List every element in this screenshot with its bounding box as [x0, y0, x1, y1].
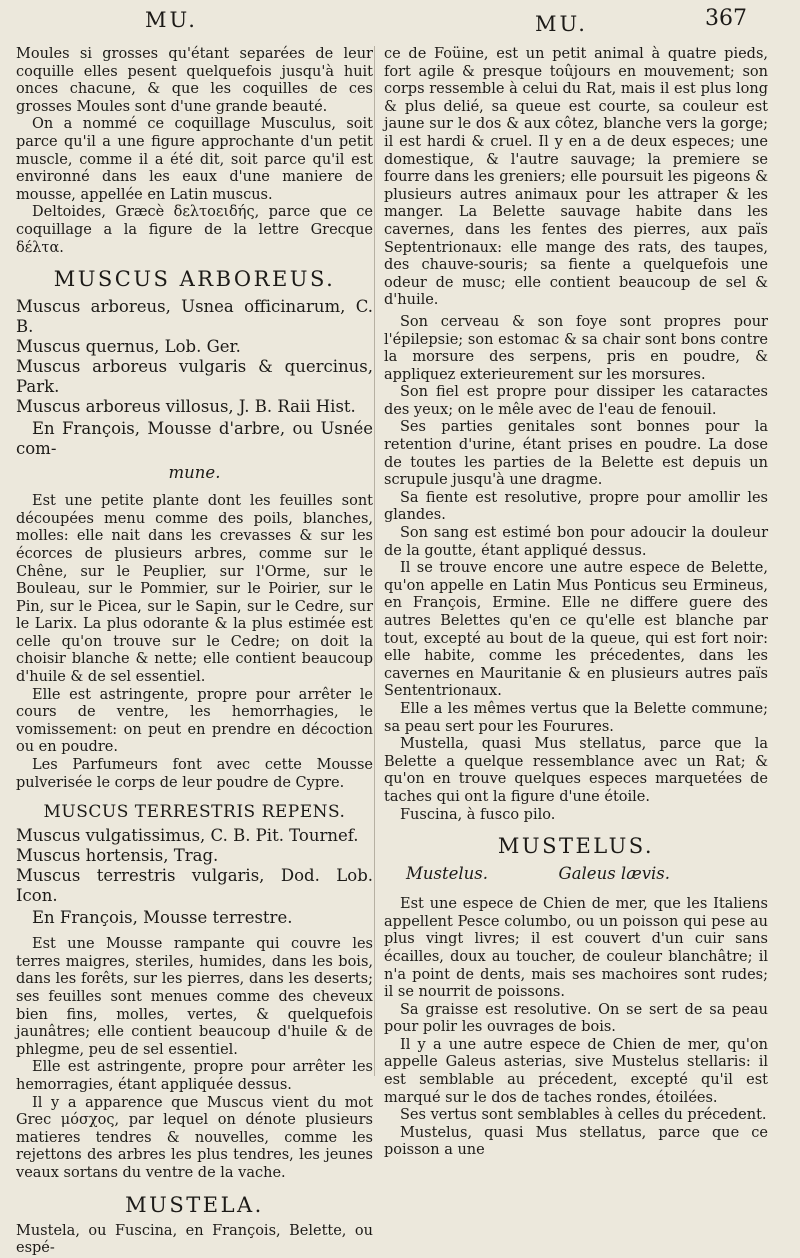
paragraph: Mustella, quasi Mus stellatus, parce que la Belette a quelque ressemblance avec un Rat; & qu'on en trouve quelques especes marquetées de taches qui ont la figure d'une étoile.: [384, 736, 768, 805]
synonym-line: [384, 864, 768, 884]
paragraph: Sa graisse est resolutive. On se sert de sa peau pour polir les ouvrages de bois.: [384, 1001, 768, 1036]
synonym-line: Muscus vulgatissimus, C. B. Pit. Tournef.: [16, 826, 359, 846]
french-name: En François, Mousse d'arbre, ou Usnée com-: [16, 419, 373, 459]
right-column-heading: MU.: [535, 12, 588, 36]
running-header: [0, 8, 800, 38]
paragraph: Ses vertus sont semblables à celles du précedent.: [400, 1107, 767, 1124]
paragraph: Elle est astringente, propre pour arrêter le cours de ventre, les hemorrhagies, le vomissement: on peut en prendre en décoction ou en poudre.: [16, 686, 373, 756]
column-divider: [374, 46, 375, 1076]
paragraph: Fuscina, à fusco pilo.: [400, 806, 556, 823]
paragraph: Moules si grosses qu'étant separées de leur coquille elles pesent quelquefois jusqu'à huit onces chacune, & que les coquilles de ces grosses Moules sont d'une grande beauté.: [16, 46, 373, 115]
synonym-line: Muscus terrestris vulgaris, Dod. Lob. Icon.: [16, 866, 373, 906]
paragraph: Son sang est estimé bon pour adoucir la douleur de la goutte, étant appliqué dessus.: [384, 525, 768, 559]
paragraph: Deltoides, Græcè δελτοειδής, parce que ce coquillage a la figure de la lettre Grecque δέλτα.: [16, 204, 373, 256]
synonym-line: Muscus arboreus vulgaris & quercinus, Park.: [16, 357, 373, 397]
entry-title-mustelus: MUSTELUS.: [497, 834, 655, 859]
paragraph: ce de Foüine, est un petit animal à quatre pieds, fort agile & presque toûjours en mouvement; son corps ressemble à celui du Rat, mais il est plus long & plus delié, sa queue est courte, sa couleur est jaune sur le dos & aux côtez, blanche vers la gorge; il est hardi & cruel. Il y en a de deux especes; une domestique, & l'autre sauvage; la premiere se fourre dans les greniers; elle poursuit les pigeons & plusieurs autres animaux pour les attraper & les manger. La Belette sauvage habite dans les cavernes, dans les fentes des pierres, aux païs Septentrionaux: elle mange des rats, des taupes, des chauve-souris; sa fiente a quelquefois une odeur de musc; elle contient beaucoup de sel & d'huile.: [384, 46, 768, 309]
paragraph: On a nommé ce coquillage Musculus, soit parce qu'il a une figure approchante d'un petit muscle, comme il a été dit, soit parce qu'il est environné dans les eaux d'une maniere de mousse, appellée en Latin muscus.: [16, 116, 373, 203]
paragraph: Mustelus, quasi Mus stellatus, parce que ce poisson a une: [384, 1124, 768, 1159]
right-column: [384, 46, 768, 1160]
paragraph: Il y a une autre espece de Chien de mer, qu'on appelle Galeus asterias, sive Mustelus stellaris: il est semblable au précedent, excepté qu'il est marqué sur le dos de taches rondes, étoilées.: [384, 1036, 768, 1106]
synonym-list: [16, 826, 373, 906]
paragraph: Est une petite plante dont les feuilles sont découpées menu comme des poils, blanches, molles: elle nait dans les crevasses & sur les écorces de plusieurs arbres, comme sur le Chêne, sur le Peuplier, sur l'Orme, sur le Bouleau, sur le Pommier, sur le Poirier, sur le Pin, sur le Picea, sur le Sapin, sur le Cedre, sur le Larix. La plus odorante & la plus estimée est celle qu'on trouve sur le Cedre; on doit la choisir blanche & nette; elle contient beaucoup d'huile & de sel essentiel.: [16, 493, 373, 686]
synonym-line: Muscus arboreus villosus, J. B. Raii Hist.: [16, 397, 356, 417]
french-name: En François, Mousse terrestre.: [32, 908, 293, 928]
paragraph: Est une espece de Chien de mer, que les Italiens appellent Pesce columbo, ou un poisson qui pese au plus vingt livres; il est couvert d'un cuir sans écailles, doux au toucher, de couleur blanchâtre; il n'a point de dents, mais ses machoires sont rudes; il se nourrit de poissons.: [384, 896, 768, 1001]
paragraph: Est une Mousse rampante qui couvre les terres maigres, steriles, humides, dans les bois, dans les forêts, sur les pierres, dans les deserts; ses feuilles sont menues comme des cheveux bien fins, molles, vertes, & quelquefois jaunâtres; elle contient beaucoup d'huile & de phlegme, peu de sel essentiel.: [16, 936, 373, 1058]
french-name-continued: mune.: [168, 463, 221, 483]
left-column-heading: MU.: [145, 8, 198, 32]
paragraph: Mustela, ou Fuscina, en François, Belette, ou espé-: [16, 1222, 373, 1257]
page-number: 367: [705, 6, 747, 31]
synonym-latin: Mustelus.: [406, 864, 489, 884]
entry-title-muscus-terrestris: MUSCUS TERRESTRIS REPENS.: [43, 802, 346, 823]
paragraph: Il y a apparence que Muscus vient du mot Grec μόσχος, par lequel on dénote plusieurs matieres tendres & nouvelles, comme les rejettons des arbres les plus tendres, les jeunes veaux sortans du ventre de la vache.: [16, 1094, 373, 1181]
paragraph: Elle a les mêmes vertus que la Belette commune; sa peau sert pour les Fourures.: [384, 700, 768, 735]
synonym-line: Muscus hortensis, Trag.: [16, 846, 219, 866]
synonym-line: Muscus arboreus, Usnea officinarum, C. B.: [16, 297, 373, 337]
paragraph: Sa fiente est resolutive, propre pour amollir les glandes.: [384, 489, 768, 524]
paragraph: Il se trouve encore une autre espece de Belette, qu'on appelle en Latin Mus Ponticus seu Ermineus, en François, Ermine. Elle ne differe guere des autres Belettes qu'en ce qu'elle est blanche par tout, excepté au bout de la queue, qui est fort noir: elle habite, comme les précedentes, dans les cavernes en Mauritanie & en plusieurs autres païs Sententrionaux.: [384, 560, 768, 700]
synonym-line: Muscus quernus, Lob. Ger.: [16, 337, 241, 357]
synonym-latin: Galeus lævis.: [558, 864, 671, 884]
entry-title-mustela: MUSTELA.: [125, 1192, 264, 1217]
left-column: [16, 46, 373, 1258]
synonym-list: [16, 297, 373, 417]
paragraph: Elle est astringente, propre pour arrêter les hemorragies, étant appliquée dessus.: [16, 1059, 373, 1093]
entry-title-muscus-arboreus: MUSCUS ARBOREUS.: [53, 267, 336, 292]
paragraph: Son cerveau & son foye sont propres pour l'épilepsie; son estomac & sa chair sont bons contre la morsure des serpens, pris en poudre, & appliquez exterieurement sur les morsures.: [384, 313, 768, 383]
paragraph: Son fiel est propre pour dissiper les cataractes des yeux; on le mêle avec de l'eau de fenouil.: [384, 384, 768, 418]
paragraph: Ses parties genitales sont bonnes pour la retention d'urine, étant prises en poudre. La dose de toutes les parties de la Belette est depuis un scrupule jusqu'à une dragme.: [384, 419, 768, 489]
paragraph: Les Parfumeurs font avec cette Mousse pulverisée le corps de leur poudre de Cypre.: [16, 757, 373, 791]
